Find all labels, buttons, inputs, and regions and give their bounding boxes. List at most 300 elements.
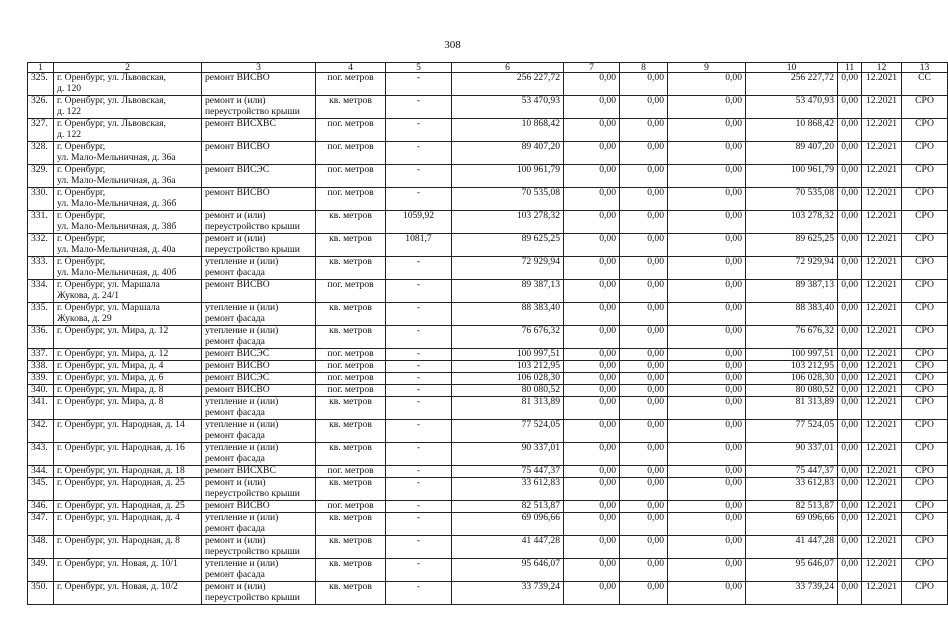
column-number-9: 9 <box>668 63 746 73</box>
table-cell-col-9: 0,00 <box>668 478 746 501</box>
column-number-12: 12 <box>862 63 902 73</box>
table-cell-col-9: 0,00 <box>668 303 746 326</box>
table-cell-col-4: кв. метров <box>316 420 386 443</box>
table-cell-col-8: 0,00 <box>620 142 668 165</box>
table-cell-col-7: 0,00 <box>564 536 620 559</box>
table-cell-col-13: СРО <box>902 582 948 605</box>
table-cell-col-6: 103 212,95 <box>452 361 564 373</box>
table-cell-col-13: СРО <box>902 188 948 211</box>
table-cell-col-9: 0,00 <box>668 536 746 559</box>
column-number-7: 7 <box>564 63 620 73</box>
table-cell-col-11: 0,00 <box>838 536 862 559</box>
table-cell-col-11: 0,00 <box>838 280 862 303</box>
table-cell-col-4: кв. метров <box>316 443 386 466</box>
column-number-3: 3 <box>202 63 316 73</box>
table-cell-col-3: ремонт ВИСВО <box>202 142 316 165</box>
table-cell-col-4: пог. метров <box>316 385 386 397</box>
table-cell-col-11: 0,00 <box>838 443 862 466</box>
table-cell-col-10: 88 383,40 <box>746 303 838 326</box>
table-cell-col-5: - <box>386 349 452 361</box>
table-cell-col-8: 0,00 <box>620 397 668 420</box>
table-cell-col-12: 12.2021 <box>862 536 902 559</box>
table-cell-col-7: 0,00 <box>564 73 620 96</box>
table-cell-col-6: 106 028,30 <box>452 373 564 385</box>
table-cell-col-8: 0,00 <box>620 361 668 373</box>
table-cell-col-13: СРО <box>902 326 948 349</box>
table-cell-col-12: 12.2021 <box>862 96 902 119</box>
table-cell-col-1: 348. <box>28 536 54 559</box>
table-cell-col-5: - <box>386 559 452 582</box>
column-number-2: 2 <box>54 63 202 73</box>
table-cell-col-6: 75 447,37 <box>452 466 564 478</box>
table-cell-col-3: утепление и (или) ремонт фасада <box>202 326 316 349</box>
table-cell-col-1: 350. <box>28 582 54 605</box>
table-cell-col-12: 12.2021 <box>862 361 902 373</box>
table-cell-col-9: 0,00 <box>668 513 746 536</box>
table-cell-col-6: 72 929,94 <box>452 257 564 280</box>
table-row <box>28 96 948 119</box>
table-cell-col-1: 328. <box>28 142 54 165</box>
table-cell-col-11: 0,00 <box>838 119 862 142</box>
table-cell-col-1: 327. <box>28 119 54 142</box>
table-cell-col-5: - <box>386 397 452 420</box>
table-cell-col-2: г. Оренбург, ул. Новая, д. 10/1 <box>54 559 202 582</box>
table-cell-col-8: 0,00 <box>620 326 668 349</box>
table-cell-col-13: СРО <box>902 385 948 397</box>
table-cell-col-12: 12.2021 <box>862 234 902 257</box>
table-cell-col-12: 12.2021 <box>862 142 902 165</box>
table-cell-col-13: СРО <box>902 211 948 234</box>
table-cell-col-2: г. Оренбург, ул. Народная, д. 8 <box>54 536 202 559</box>
table-cell-col-11: 0,00 <box>838 165 862 188</box>
table-cell-col-7: 0,00 <box>564 142 620 165</box>
table-row <box>28 478 948 501</box>
table-cell-col-3: ремонт и (или) переустройство крыши <box>202 234 316 257</box>
table-cell-col-4: кв. метров <box>316 397 386 420</box>
table-cell-col-2: г. Оренбург, ул. Львовская, д. 122 <box>54 96 202 119</box>
table-cell-col-9: 0,00 <box>668 373 746 385</box>
table-cell-col-7: 0,00 <box>564 119 620 142</box>
table-row <box>28 257 948 280</box>
table-cell-col-5: - <box>386 326 452 349</box>
table-cell-col-12: 12.2021 <box>862 257 902 280</box>
table-cell-col-7: 0,00 <box>564 385 620 397</box>
table-cell-col-7: 0,00 <box>564 188 620 211</box>
table-cell-col-5: - <box>386 188 452 211</box>
table-row <box>28 73 948 96</box>
table-cell-col-3: ремонт и (или) переустройство крыши <box>202 536 316 559</box>
table-row <box>28 142 948 165</box>
table-cell-col-7: 0,00 <box>564 96 620 119</box>
table-cell-col-3: ремонт ВИСВО <box>202 361 316 373</box>
table-cell-col-8: 0,00 <box>620 478 668 501</box>
table-cell-col-13: СРО <box>902 559 948 582</box>
table-cell-col-1: 344. <box>28 466 54 478</box>
table-cell-col-8: 0,00 <box>620 119 668 142</box>
table-cell-col-11: 0,00 <box>838 257 862 280</box>
table-row <box>28 349 948 361</box>
table-row <box>28 536 948 559</box>
table-cell-col-7: 0,00 <box>564 257 620 280</box>
table-cell-col-2: г. Оренбург, ул. Народная, д. 18 <box>54 466 202 478</box>
table-cell-col-1: 325. <box>28 73 54 96</box>
table-cell-col-5: - <box>386 420 452 443</box>
table-cell-col-13: СРО <box>902 373 948 385</box>
table-cell-col-11: 0,00 <box>838 582 862 605</box>
table-cell-col-1: 338. <box>28 361 54 373</box>
column-number-4: 4 <box>316 63 386 73</box>
table-cell-col-4: пог. метров <box>316 361 386 373</box>
table-cell-col-1: 347. <box>28 513 54 536</box>
table-cell-col-12: 12.2021 <box>862 478 902 501</box>
table-cell-col-12: 12.2021 <box>862 513 902 536</box>
table-cell-col-2: г. Оренбург, ул. Новая, д. 10/2 <box>54 582 202 605</box>
table-cell-col-2: г. Оренбург, ул. Мира, д. 12 <box>54 349 202 361</box>
table-cell-col-3: ремонт и (или) переустройство крыши <box>202 211 316 234</box>
table-cell-col-6: 53 470,93 <box>452 96 564 119</box>
table-cell-col-3: утепление и (или) ремонт фасада <box>202 257 316 280</box>
page-number: 308 <box>444 39 461 51</box>
table-cell-col-13: СРО <box>902 257 948 280</box>
table-cell-col-10: 90 337,01 <box>746 443 838 466</box>
table-cell-col-1: 345. <box>28 478 54 501</box>
table-cell-col-11: 0,00 <box>838 559 862 582</box>
table-cell-col-5: - <box>386 478 452 501</box>
table-cell-col-7: 0,00 <box>564 326 620 349</box>
table-cell-col-3: ремонт ВИСХВС <box>202 119 316 142</box>
table-cell-col-12: 12.2021 <box>862 280 902 303</box>
table-cell-col-7: 0,00 <box>564 478 620 501</box>
table-cell-col-9: 0,00 <box>668 559 746 582</box>
table-cell-col-6: 76 676,32 <box>452 326 564 349</box>
table-cell-col-9: 0,00 <box>668 211 746 234</box>
table-cell-col-7: 0,00 <box>564 513 620 536</box>
table-cell-col-2: г. Оренбург, ул. Львовская, д. 120 <box>54 73 202 96</box>
table-cell-col-8: 0,00 <box>620 280 668 303</box>
table-cell-col-9: 0,00 <box>668 257 746 280</box>
table-cell-col-4: кв. метров <box>316 303 386 326</box>
table-cell-col-13: СРО <box>902 165 948 188</box>
table-cell-col-10: 89 625,25 <box>746 234 838 257</box>
table-cell-col-7: 0,00 <box>564 373 620 385</box>
table-cell-col-9: 0,00 <box>668 280 746 303</box>
table-cell-col-8: 0,00 <box>620 513 668 536</box>
table-row <box>28 326 948 349</box>
table-cell-col-5: - <box>386 466 452 478</box>
table-cell-col-10: 80 080,52 <box>746 385 838 397</box>
table-cell-col-9: 0,00 <box>668 188 746 211</box>
table-cell-col-13: СРО <box>902 536 948 559</box>
table-cell-col-8: 0,00 <box>620 188 668 211</box>
table-row <box>28 513 948 536</box>
table-cell-col-1: 334. <box>28 280 54 303</box>
table-cell-col-13: СРО <box>902 361 948 373</box>
table-cell-col-11: 0,00 <box>838 420 862 443</box>
table-cell-col-1: 330. <box>28 188 54 211</box>
table-cell-col-1: 326. <box>28 96 54 119</box>
table-cell-col-2: г. Оренбург, ул. Маршала Жукова, д. 24/1 <box>54 280 202 303</box>
table-cell-col-5: - <box>386 303 452 326</box>
table-cell-col-9: 0,00 <box>668 501 746 513</box>
table-cell-col-13: СРО <box>902 119 948 142</box>
table-cell-col-8: 0,00 <box>620 443 668 466</box>
table-cell-col-13: СРО <box>902 420 948 443</box>
table-cell-col-12: 12.2021 <box>862 559 902 582</box>
table-cell-col-12: 12.2021 <box>862 211 902 234</box>
table-cell-col-10: 95 646,07 <box>746 559 838 582</box>
table-cell-col-5: - <box>386 96 452 119</box>
table-cell-col-8: 0,00 <box>620 165 668 188</box>
table-cell-col-1: 342. <box>28 420 54 443</box>
table-cell-col-11: 0,00 <box>838 501 862 513</box>
column-number-13: 13 <box>902 63 948 73</box>
table-cell-col-10: 103 212,95 <box>746 361 838 373</box>
table-cell-col-1: 339. <box>28 373 54 385</box>
table-cell-col-8: 0,00 <box>620 96 668 119</box>
table-cell-col-10: 72 929,94 <box>746 257 838 280</box>
table-cell-col-6: 80 080,52 <box>452 385 564 397</box>
table-row <box>28 559 948 582</box>
table-row <box>28 373 948 385</box>
table-cell-col-7: 0,00 <box>564 420 620 443</box>
column-number-8: 8 <box>620 63 668 73</box>
table-cell-col-9: 0,00 <box>668 582 746 605</box>
table-cell-col-10: 89 387,13 <box>746 280 838 303</box>
table-cell-col-3: утепление и (или) ремонт фасада <box>202 559 316 582</box>
table-cell-col-6: 100 997,51 <box>452 349 564 361</box>
table-cell-col-13: СРО <box>902 478 948 501</box>
table-cell-col-9: 0,00 <box>668 361 746 373</box>
table-cell-col-4: кв. метров <box>316 513 386 536</box>
table-cell-col-4: пог. метров <box>316 188 386 211</box>
table-cell-col-5: - <box>386 257 452 280</box>
table-cell-col-7: 0,00 <box>564 582 620 605</box>
table-cell-col-13: СРО <box>902 513 948 536</box>
table-cell-col-5: - <box>386 513 452 536</box>
table-cell-col-10: 256 227,72 <box>746 73 838 96</box>
table-cell-col-12: 12.2021 <box>862 501 902 513</box>
table-cell-col-11: 0,00 <box>838 73 862 96</box>
table-cell-col-1: 329. <box>28 165 54 188</box>
table-cell-col-7: 0,00 <box>564 559 620 582</box>
table-cell-col-6: 89 625,25 <box>452 234 564 257</box>
table-cell-col-6: 90 337,01 <box>452 443 564 466</box>
column-number-6: 6 <box>452 63 564 73</box>
table-cell-col-4: пог. метров <box>316 165 386 188</box>
table-row <box>28 361 948 373</box>
table-row <box>28 234 948 257</box>
table-cell-col-10: 81 313,89 <box>746 397 838 420</box>
table-cell-col-6: 103 278,32 <box>452 211 564 234</box>
table-cell-col-7: 0,00 <box>564 397 620 420</box>
table-cell-col-6: 100 961,79 <box>452 165 564 188</box>
table-cell-col-2: г. Оренбург, ул. Мира, д. 8 <box>54 397 202 420</box>
table-cell-col-4: кв. метров <box>316 326 386 349</box>
table-cell-col-5: 1081,7 <box>386 234 452 257</box>
table-cell-col-13: СРО <box>902 466 948 478</box>
table-cell-col-4: кв. метров <box>316 559 386 582</box>
table-cell-col-1: 337. <box>28 349 54 361</box>
table-cell-col-12: 12.2021 <box>862 582 902 605</box>
table-cell-col-11: 0,00 <box>838 385 862 397</box>
table-cell-col-13: СРО <box>902 303 948 326</box>
table-cell-col-8: 0,00 <box>620 257 668 280</box>
table-cell-col-5: - <box>386 280 452 303</box>
table-cell-col-8: 0,00 <box>620 501 668 513</box>
table-cell-col-2: г. Оренбург, ул. Мало-Мельничная, д. 36б <box>54 188 202 211</box>
table-cell-col-10: 89 407,20 <box>746 142 838 165</box>
table-cell-col-11: 0,00 <box>838 326 862 349</box>
table-cell-col-3: утепление и (или) ремонт фасада <box>202 443 316 466</box>
table-cell-col-12: 12.2021 <box>862 385 902 397</box>
table-cell-col-11: 0,00 <box>838 142 862 165</box>
table-cell-col-10: 77 524,05 <box>746 420 838 443</box>
table-cell-col-7: 0,00 <box>564 234 620 257</box>
table-body <box>28 63 948 605</box>
table-cell-col-8: 0,00 <box>620 234 668 257</box>
table-row <box>28 397 948 420</box>
table-cell-col-11: 0,00 <box>838 96 862 119</box>
table-cell-col-6: 88 383,40 <box>452 303 564 326</box>
table-cell-col-6: 89 387,13 <box>452 280 564 303</box>
table-cell-col-9: 0,00 <box>668 73 746 96</box>
table-cell-col-2: г. Оренбург, ул. Мира, д. 6 <box>54 373 202 385</box>
table-cell-col-9: 0,00 <box>668 443 746 466</box>
table-cell-col-12: 12.2021 <box>862 165 902 188</box>
table-cell-col-2: г. Оренбург, ул. Народная, д. 14 <box>54 420 202 443</box>
table-cell-col-9: 0,00 <box>668 326 746 349</box>
table-cell-col-10: 106 028,30 <box>746 373 838 385</box>
table-cell-col-13: СРО <box>902 443 948 466</box>
table-cell-col-13: СС <box>902 73 948 96</box>
table-cell-col-2: г. Оренбург, ул. Мало-Мельничная, д. 36а <box>54 165 202 188</box>
table-cell-col-8: 0,00 <box>620 536 668 559</box>
table-cell-col-2: г. Оренбург, ул. Мало-Мельничная, д. 40а <box>54 234 202 257</box>
table-cell-col-7: 0,00 <box>564 361 620 373</box>
table-cell-col-10: 100 961,79 <box>746 165 838 188</box>
table-row <box>28 420 948 443</box>
table-cell-col-6: 10 868,42 <box>452 119 564 142</box>
table-cell-col-8: 0,00 <box>620 582 668 605</box>
table-cell-col-13: СРО <box>902 349 948 361</box>
table-cell-col-10: 10 868,42 <box>746 119 838 142</box>
table-cell-col-6: 95 646,07 <box>452 559 564 582</box>
table-cell-col-3: ремонт и (или) переустройство крыши <box>202 478 316 501</box>
table-cell-col-3: утепление и (или) ремонт фасада <box>202 420 316 443</box>
table-cell-col-4: пог. метров <box>316 373 386 385</box>
table-cell-col-6: 89 407,20 <box>452 142 564 165</box>
table-cell-col-3: ремонт ВИСВО <box>202 280 316 303</box>
table-cell-col-5: - <box>386 142 452 165</box>
table-cell-col-5: - <box>386 361 452 373</box>
table-cell-col-4: кв. метров <box>316 234 386 257</box>
table-cell-col-13: СРО <box>902 142 948 165</box>
table-cell-col-2: г. Оренбург, ул. Мира, д. 8 <box>54 385 202 397</box>
table-cell-col-6: 33 739,24 <box>452 582 564 605</box>
table-cell-col-5: - <box>386 443 452 466</box>
table-cell-col-11: 0,00 <box>838 188 862 211</box>
table-cell-col-4: пог. метров <box>316 73 386 96</box>
table-cell-col-2: г. Оренбург, ул. Мало-Мельничная, д. 36а <box>54 142 202 165</box>
table-cell-col-9: 0,00 <box>668 119 746 142</box>
table-cell-col-8: 0,00 <box>620 303 668 326</box>
table-cell-col-11: 0,00 <box>838 373 862 385</box>
table-cell-col-11: 0,00 <box>838 211 862 234</box>
table-cell-col-4: пог. метров <box>316 349 386 361</box>
table-cell-col-8: 0,00 <box>620 73 668 96</box>
table-cell-col-8: 0,00 <box>620 385 668 397</box>
table-cell-col-7: 0,00 <box>564 280 620 303</box>
table-cell-col-4: кв. метров <box>316 211 386 234</box>
table-cell-col-10: 103 278,32 <box>746 211 838 234</box>
table-cell-col-2: г. Оренбург, ул. Мира, д. 4 <box>54 361 202 373</box>
works-table <box>27 62 948 605</box>
table-cell-col-3: ремонт и (или) переустройство крыши <box>202 96 316 119</box>
table-cell-col-11: 0,00 <box>838 397 862 420</box>
table-cell-col-2: г. Оренбург, ул. Мира, д. 12 <box>54 326 202 349</box>
table-cell-col-6: 77 524,05 <box>452 420 564 443</box>
table-cell-col-6: 256 227,72 <box>452 73 564 96</box>
table-cell-col-1: 343. <box>28 443 54 466</box>
table-cell-col-3: утепление и (или) ремонт фасада <box>202 397 316 420</box>
table-cell-col-5: - <box>386 536 452 559</box>
table-cell-col-3: ремонт ВИСВО <box>202 385 316 397</box>
table-cell-col-6: 41 447,28 <box>452 536 564 559</box>
table-cell-col-10: 33 612,83 <box>746 478 838 501</box>
table-cell-col-13: СРО <box>902 280 948 303</box>
table-cell-col-1: 341. <box>28 397 54 420</box>
table-cell-col-13: СРО <box>902 234 948 257</box>
table-cell-col-4: пог. метров <box>316 119 386 142</box>
table-header-row <box>28 63 948 73</box>
table-row <box>28 211 948 234</box>
table-cell-col-5: - <box>386 373 452 385</box>
table-cell-col-6: 69 096,66 <box>452 513 564 536</box>
table-cell-col-13: СРО <box>902 96 948 119</box>
table-cell-col-4: кв. метров <box>316 582 386 605</box>
table-cell-col-9: 0,00 <box>668 349 746 361</box>
table-row <box>28 501 948 513</box>
table-cell-col-2: г. Оренбург, ул. Народная, д. 16 <box>54 443 202 466</box>
table-cell-col-11: 0,00 <box>838 466 862 478</box>
table-cell-col-12: 12.2021 <box>862 188 902 211</box>
table-cell-col-11: 0,00 <box>838 349 862 361</box>
table-cell-col-4: кв. метров <box>316 257 386 280</box>
table-cell-col-3: ремонт ВИСВО <box>202 501 316 513</box>
table-cell-col-7: 0,00 <box>564 211 620 234</box>
table-cell-col-1: 346. <box>28 501 54 513</box>
table-cell-col-5: - <box>386 73 452 96</box>
table-cell-col-2: г. Оренбург, ул. Народная, д. 25 <box>54 478 202 501</box>
table-cell-col-10: 76 676,32 <box>746 326 838 349</box>
table-cell-col-6: 81 313,89 <box>452 397 564 420</box>
table-cell-col-12: 12.2021 <box>862 420 902 443</box>
table-cell-col-9: 0,00 <box>668 420 746 443</box>
table-cell-col-12: 12.2021 <box>862 73 902 96</box>
table-row <box>28 280 948 303</box>
table-cell-col-9: 0,00 <box>668 142 746 165</box>
table-cell-col-10: 70 535,08 <box>746 188 838 211</box>
table-cell-col-3: ремонт ВИСЭС <box>202 373 316 385</box>
column-number-1: 1 <box>28 63 54 73</box>
table-cell-col-7: 0,00 <box>564 501 620 513</box>
table-cell-col-2: г. Оренбург, ул. Маршала Жукова, д. 29 <box>54 303 202 326</box>
table-cell-col-8: 0,00 <box>620 559 668 582</box>
table-cell-col-5: - <box>386 119 452 142</box>
table-cell-col-10: 53 470,93 <box>746 96 838 119</box>
table-cell-col-10: 41 447,28 <box>746 536 838 559</box>
table-cell-col-8: 0,00 <box>620 211 668 234</box>
